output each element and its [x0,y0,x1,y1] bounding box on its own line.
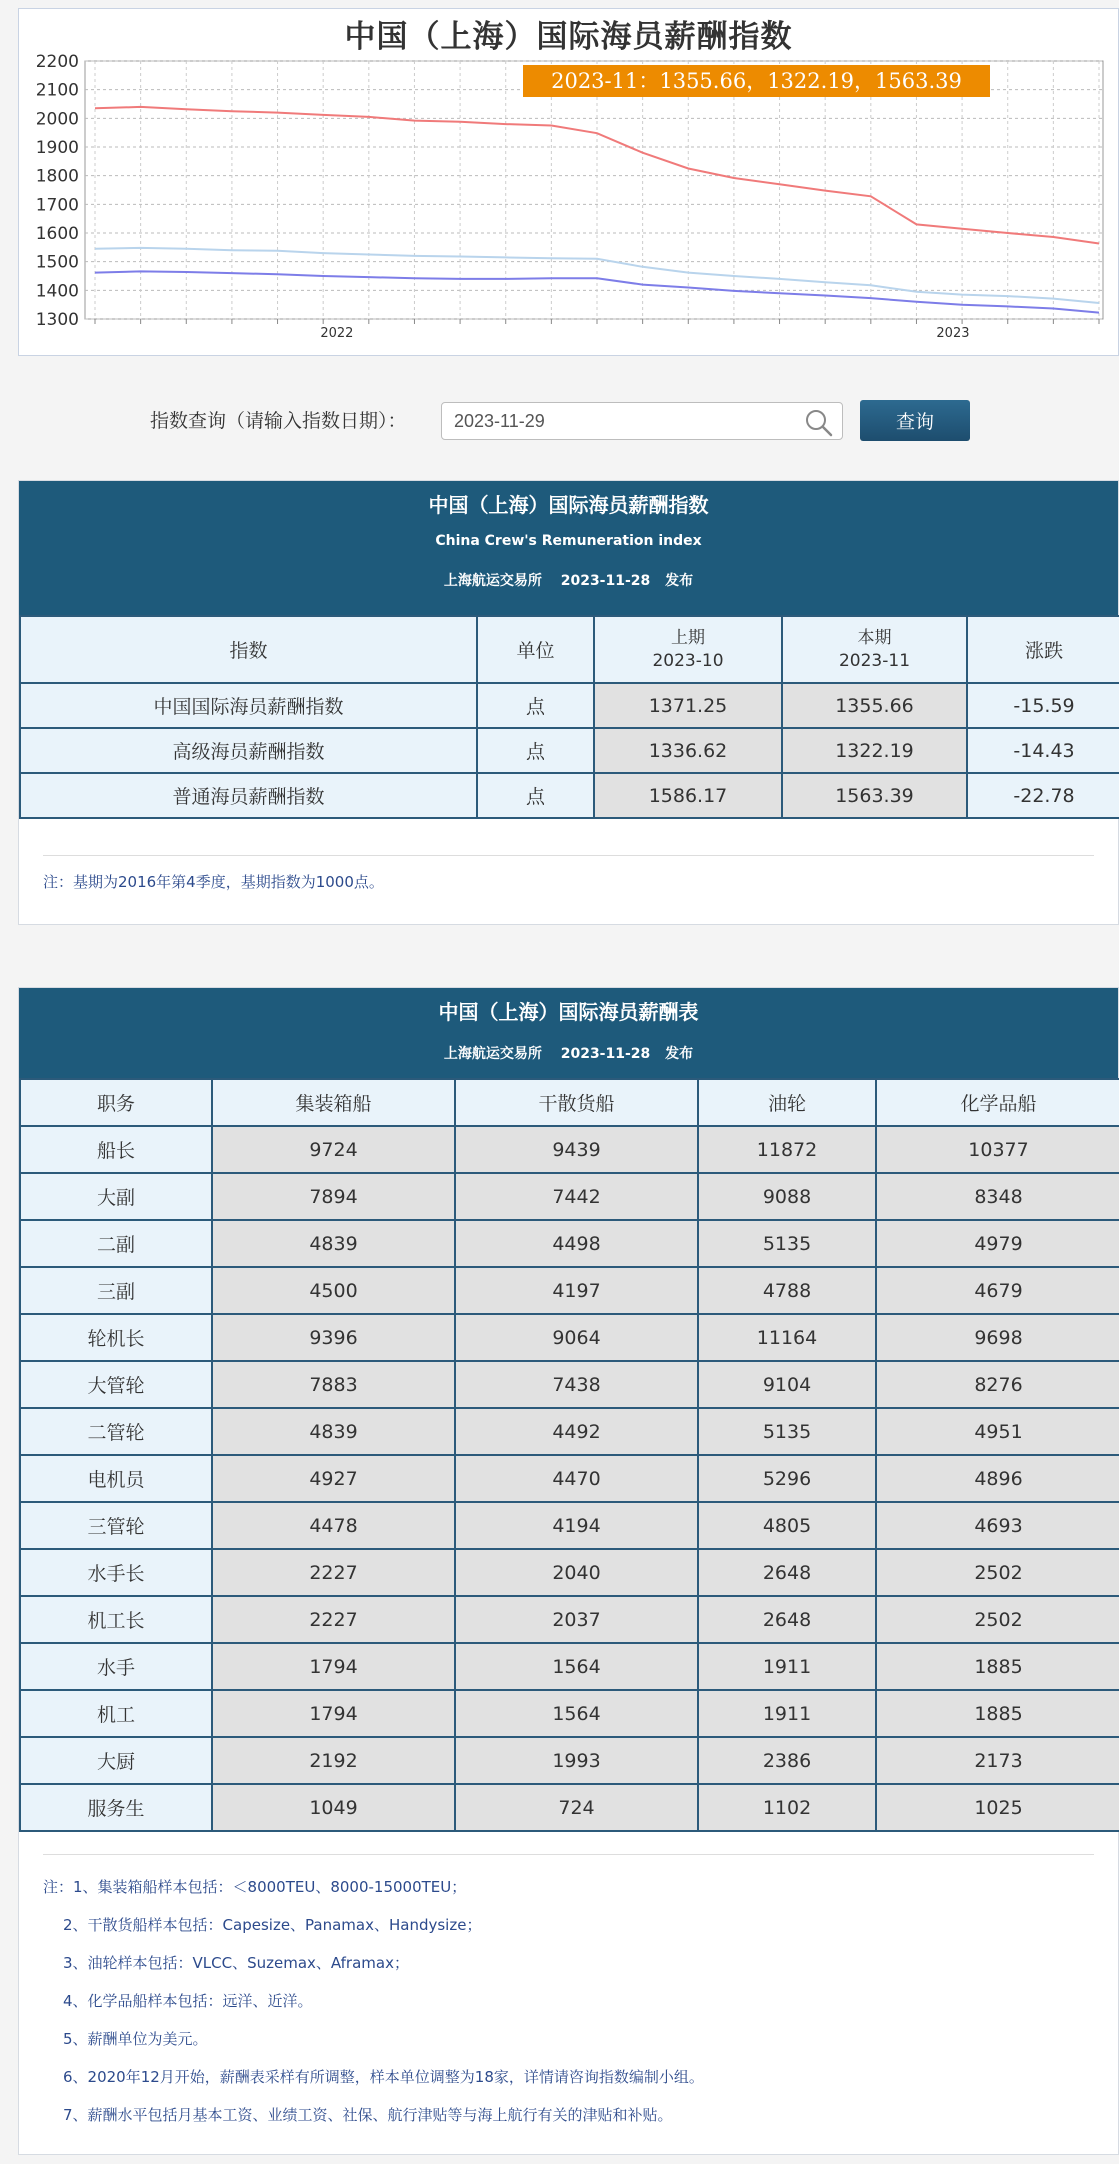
index-name-cell: 中国国际海员薪酬指数 [20,683,477,728]
header-index: 指数 [20,616,477,683]
date-input[interactable] [442,403,794,439]
query-label: 指数查询（请输入指数日期）： [150,410,407,432]
salary-position-cell: 机工长 [20,1596,212,1643]
index-table [19,615,1119,819]
salary-value-cell: 2648 [698,1596,876,1643]
salary-value-cell: 7894 [212,1173,455,1220]
index-prev-cell: 1586.17 [594,773,782,818]
salary-value-cell: 7883 [212,1361,455,1408]
salary-value-cell: 4839 [212,1408,455,1455]
salary-table-row [20,1690,1119,1737]
index-table-subtitle: China Crew's Remuneration index [435,533,702,549]
index-change-cell: -14.43 [967,728,1119,773]
salary-value-cell: 2502 [876,1596,1119,1643]
salary-value-cell: 4470 [455,1455,698,1502]
x-year-label: 2023 [936,326,970,341]
salary-value-cell: 724 [455,1784,698,1831]
salary-position-cell: 机工 [20,1690,212,1737]
publisher: 上海航运交易所 [443,573,542,589]
salary-table-row [20,1737,1119,1784]
salary-value-cell: 10377 [876,1126,1119,1173]
header-curr [782,616,967,683]
salary-value-cell: 2040 [455,1549,698,1596]
salary-value-cell: 4805 [698,1502,876,1549]
salary-value-cell: 9104 [698,1361,876,1408]
index-line-chart [19,9,1119,357]
salary-note-line: 4、化学品船样本包括：远洋、近洋。 [63,1992,313,2010]
salary-position-cell: 二副 [20,1220,212,1267]
header-unit: 单位 [477,616,594,683]
salary-value-cell: 1885 [876,1643,1119,1690]
salary-header-cell: 油轮 [698,1079,876,1126]
salary-value-cell: 4839 [212,1220,455,1267]
salary-value-cell: 9724 [212,1126,455,1173]
salary-header-cell: 集装箱船 [212,1079,455,1126]
y-tick-label: 1600 [35,224,79,244]
y-tick-label: 1900 [35,138,79,158]
salary-table-row [20,1784,1119,1831]
salary-table-row [20,1502,1119,1549]
salary-value-cell: 2502 [876,1549,1119,1596]
salary-table-row [20,1173,1119,1220]
publish-date: 2023-11-28 [560,573,651,589]
index-curr-cell: 1322.19 [782,728,967,773]
salary-position-cell: 船长 [20,1126,212,1173]
salary-table-row [20,1267,1119,1314]
chart-title: 中国（上海）国际海员薪酬指数 [344,19,793,55]
salary-table-row [20,1220,1119,1267]
salary-value-cell: 1794 [212,1690,455,1737]
salary-value-cell: 4693 [876,1502,1119,1549]
salary-table-notes [43,1876,704,2142]
index-change-cell: -22.78 [967,773,1119,818]
salary-value-cell: 5135 [698,1408,876,1455]
salary-value-cell: 9064 [455,1314,698,1361]
salary-header-cell: 职务 [20,1079,212,1126]
index-table-row [20,773,1119,818]
salary-note-line: 3、油轮样本包括：VLCC、Suzemax、Aframax； [63,1954,409,1972]
index-table-row [20,728,1119,773]
salary-value-cell: 2227 [212,1596,455,1643]
series-line-1 [95,248,1099,303]
salary-value-cell: 4492 [455,1408,698,1455]
salary-table-row [20,1643,1119,1690]
publish-word: 发布 [665,1046,694,1062]
salary-value-cell: 1564 [455,1643,698,1690]
salary-position-cell: 水手长 [20,1549,212,1596]
salary-value-cell: 8348 [876,1173,1119,1220]
salary-value-cell: 2173 [876,1737,1119,1784]
salary-value-cell: 9698 [876,1314,1119,1361]
salary-value-cell: 4194 [455,1502,698,1549]
salary-table-row [20,1549,1119,1596]
salary-value-cell: 5135 [698,1220,876,1267]
salary-value-cell: 7438 [455,1361,698,1408]
salary-value-cell: 1885 [876,1690,1119,1737]
salary-value-cell: 4927 [212,1455,455,1502]
salary-value-cell: 4951 [876,1408,1119,1455]
index-table-header-row [20,616,1119,683]
salary-table-title: 中国（上海）国际海员薪酬表 [438,1000,699,1024]
salary-table-card [18,987,1119,2155]
index-unit-cell: 点 [477,683,594,728]
salary-value-cell: 1993 [455,1737,698,1784]
salary-table-row [20,1314,1119,1361]
salary-value-cell: 9088 [698,1173,876,1220]
search-icon[interactable] [804,408,834,442]
salary-table-header [19,988,1118,1078]
salary-position-cell: 轮机长 [20,1314,212,1361]
salary-table-row [20,1408,1119,1455]
query-button[interactable]: 查询 [860,400,970,441]
salary-note-line: 7、薪酬水平包括月基本工资、业绩工资、社保、航行津贴等与海上航行有关的津贴和补贴。 [63,2106,673,2124]
salary-table-header-row [20,1079,1119,1126]
index-unit-cell: 点 [477,773,594,818]
salary-value-cell: 8276 [876,1361,1119,1408]
salary-position-cell: 服务生 [20,1784,212,1831]
salary-position-cell: 电机员 [20,1455,212,1502]
index-curr-cell: 1563.39 [782,773,967,818]
salary-value-cell: 7442 [455,1173,698,1220]
salary-value-cell: 1794 [212,1643,455,1690]
salary-value-cell: 5296 [698,1455,876,1502]
salary-position-cell: 三副 [20,1267,212,1314]
salary-note-line: 2、干散货船样本包括：Capesize、Panamax、Handysize； [63,1916,482,1934]
salary-table-row [20,1455,1119,1502]
salary-table-row [20,1126,1119,1173]
y-tick-label: 2200 [35,52,79,72]
salary-note-line: 5、薪酬单位为美元。 [63,2030,208,2048]
salary-note-line: 6、2020年12月开始，薪酬表采样有所调整，样本单位调整为18家，详情请咨询指数编制小组。 [63,2068,704,2086]
salary-table-row [20,1596,1119,1643]
salary-value-cell: 1049 [212,1784,455,1831]
index-table-note: 注：基期为2016年第4季度，基期指数为1000点。 [43,873,384,891]
index-prev-cell: 1371.25 [594,683,782,728]
header-change: 涨跌 [967,616,1119,683]
salary-value-cell: 4500 [212,1267,455,1314]
y-tick-label: 2000 [35,109,79,130]
publisher: 上海航运交易所 [443,1046,542,1062]
index-prev-cell: 1336.62 [594,728,782,773]
salary-value-cell: 4896 [876,1455,1119,1502]
salary-value-cell: 11164 [698,1314,876,1361]
y-tick-label: 1400 [35,281,79,302]
salary-value-cell: 4788 [698,1267,876,1314]
salary-value-cell: 9439 [455,1126,698,1173]
salary-value-cell: 4498 [455,1220,698,1267]
salary-value-cell: 4197 [455,1267,698,1314]
index-table-row [20,683,1119,728]
index-table-card [18,480,1119,925]
y-tick-label: 1700 [35,195,79,216]
x-year-label: 2022 [320,326,354,341]
salary-note-line: 注：1、集装箱船样本包括：＜8000TEU、8000-15000TEU； [43,1878,467,1896]
salary-value-cell: 4979 [876,1220,1119,1267]
header-curr-label: 本期 [857,627,892,648]
index-change-cell: -15.59 [967,683,1119,728]
header-prev-date: 2023-10 [652,650,724,671]
date-input-box[interactable] [441,402,843,440]
index-unit-cell: 点 [477,728,594,773]
index-curr-cell: 1355.66 [782,683,967,728]
index-table-publish-line [19,551,1118,591]
salary-position-cell: 大厨 [20,1737,212,1784]
salary-header-cell: 化学品船 [876,1079,1119,1126]
salary-value-cell: 2227 [212,1549,455,1596]
index-table-header [19,481,1118,615]
plot-frame [85,61,1103,319]
index-name-cell: 高级海员薪酬指数 [20,728,477,773]
salary-position-cell: 水手 [20,1643,212,1690]
header-prev [594,616,782,683]
salary-value-cell: 2386 [698,1737,876,1784]
salary-position-cell: 三管轮 [20,1502,212,1549]
salary-position-cell: 大副 [20,1173,212,1220]
salary-value-cell: 1102 [698,1784,876,1831]
salary-table-row [20,1361,1119,1408]
salary-value-cell: 4679 [876,1267,1119,1314]
y-tick-label: 1800 [35,166,79,187]
salary-value-cell: 11872 [698,1126,876,1173]
chart-tooltip: 2023-11：1355.66，1322.19，1563.39 [523,65,990,97]
y-tick-label: 1300 [35,310,79,330]
y-tick-label: 2100 [35,80,79,101]
salary-position-cell: 二管轮 [20,1408,212,1455]
salary-value-cell: 2192 [212,1737,455,1784]
publish-date: 2023-11-28 [560,1046,651,1062]
salary-value-cell: 2648 [698,1549,876,1596]
salary-value-cell: 9396 [212,1314,455,1361]
y-tick-label: 1500 [35,252,79,273]
salary-table [19,1078,1119,1832]
salary-position-cell: 大管轮 [20,1361,212,1408]
index-table-title: 中国（上海）国际海员薪酬指数 [428,493,709,517]
index-name-cell: 普通海员薪酬指数 [20,773,477,818]
publish-word: 发布 [665,573,694,589]
header-prev-label: 上期 [671,627,705,648]
salary-value-cell: 1564 [455,1690,698,1737]
salary-value-cell: 2037 [455,1596,698,1643]
salary-table-publish-line [19,1026,1118,1064]
index-chart [18,8,1119,356]
header-curr-date: 2023-11 [838,650,911,671]
salary-header-cell: 干散货船 [455,1079,698,1126]
salary-value-cell: 1911 [698,1643,876,1690]
salary-value-cell: 1911 [698,1690,876,1737]
salary-value-cell: 4478 [212,1502,455,1549]
salary-value-cell: 1025 [876,1784,1119,1831]
